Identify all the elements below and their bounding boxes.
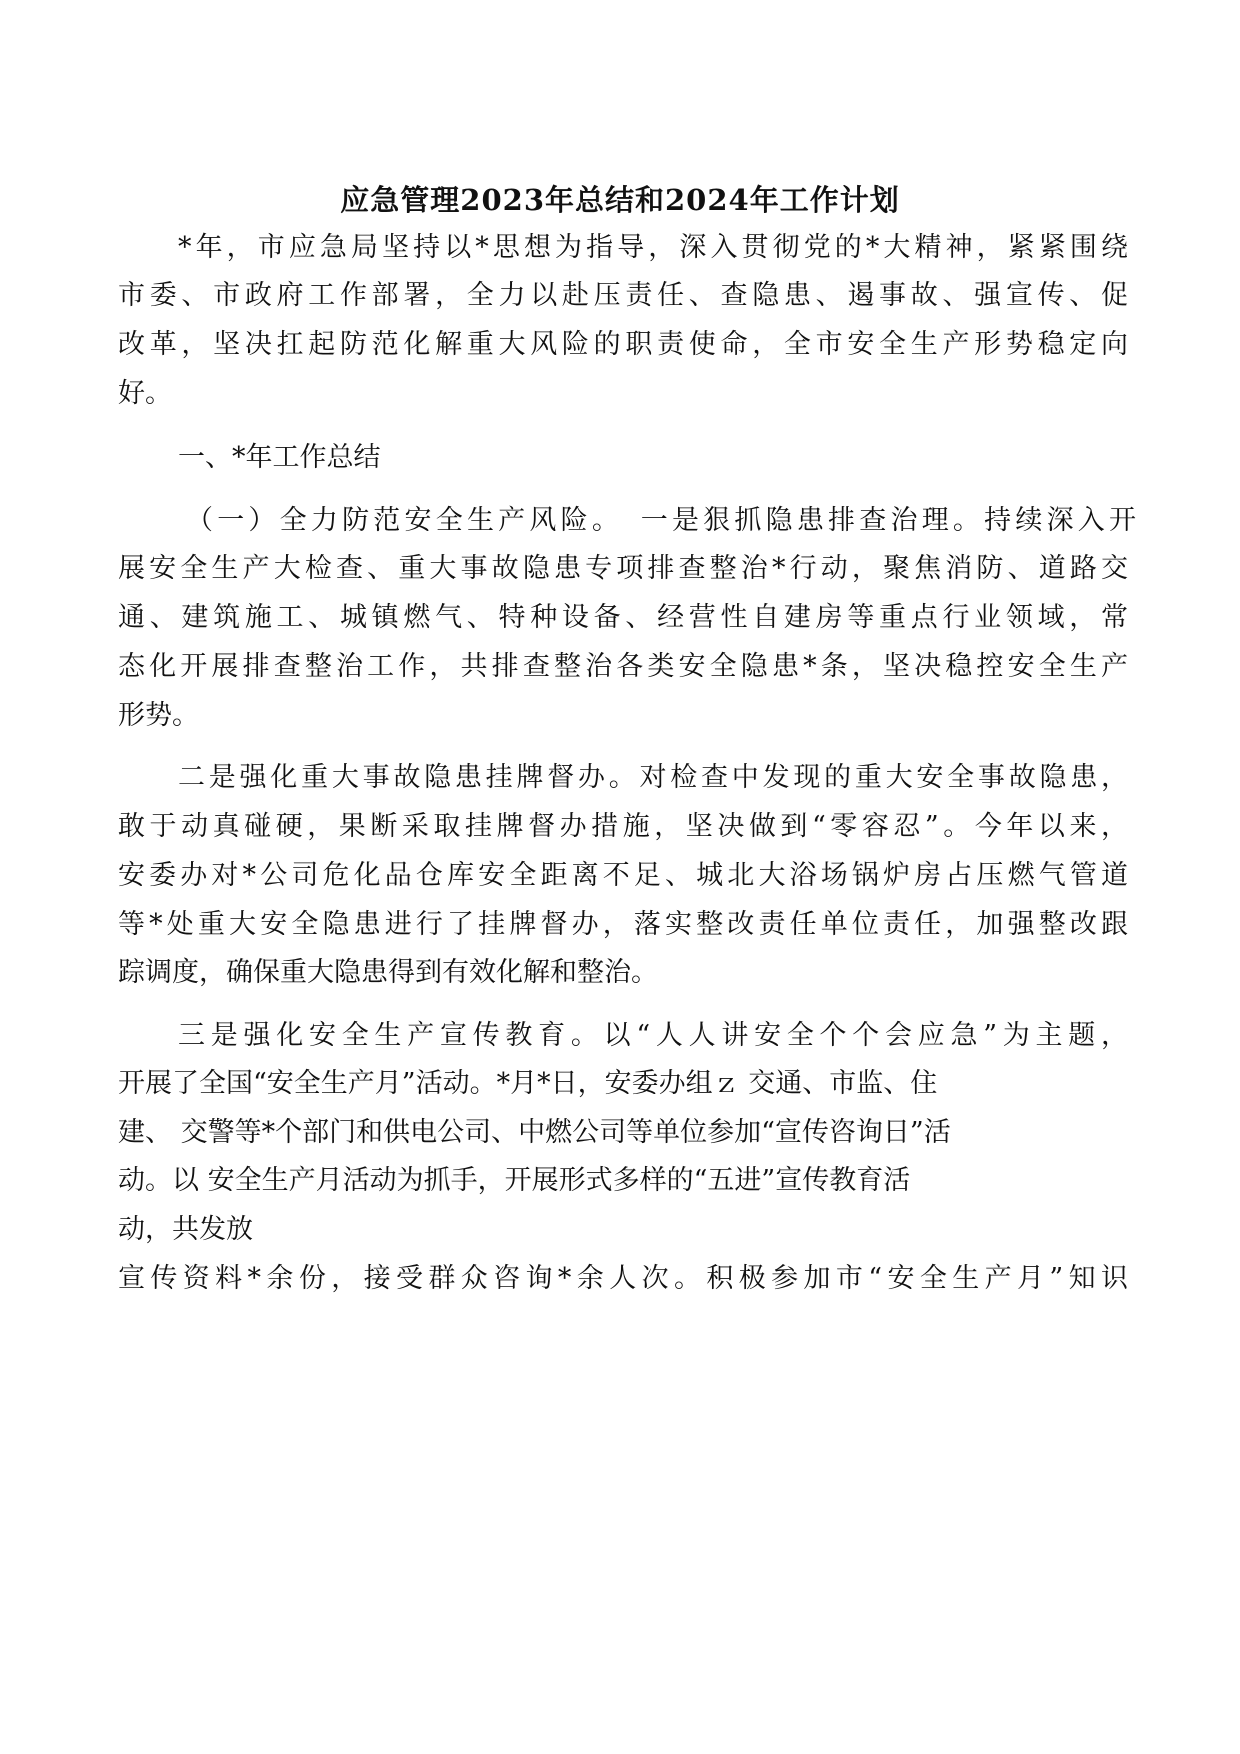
paragraph-line: 安委办对*公司危化品仓库安全距离不足、城北大浴场锅炉房占压燃气管道 xyxy=(118,860,1128,891)
paragraph-line: 市委、市政府工作部署，全力以赴压责任、查隐患、遏事故、强宣传、促 xyxy=(118,280,1128,311)
paragraph-line: 好。 xyxy=(118,378,172,409)
paragraph-line: 动，共发放 xyxy=(118,1214,253,1245)
paragraph-line: 展安全生产大检查、重大事故隐患专项排查整治*行动，聚焦消防、道路交 xyxy=(118,553,1128,584)
paragraph-line: *年，市应急局坚持以*思想为指导，深入贯彻党的*大精神，紧紧围绕 xyxy=(178,232,1128,263)
paragraph-line: 敢于动真碰硬，果断采取挂牌督办措施，坚决做到“零容忍”。今年以来， xyxy=(118,811,1128,842)
paragraph-line: 通、建筑施工、城镇燃气、特种设备、经营性自建房等重点行业领域，常 xyxy=(118,602,1128,633)
paragraph-line: 等*处重大安全隐患进行了挂牌督办，落实整改责任单位责任，加强整改跟 xyxy=(118,909,1128,940)
paragraph-line: 宣传资料*余份，接受群众咨询*余人次。积极参加市“安全生产月”知识 xyxy=(118,1263,1128,1294)
section-heading: 一、*年工作总结 xyxy=(178,442,381,473)
paragraph-line: 改革，坚决扛起防范化解重大风险的职责使命，全市安全生产形势稳定向 xyxy=(118,329,1128,360)
paragraph-line: 动。以 安全生产月活动为抓手，开展形式多样的“五进”宣传教育活 xyxy=(118,1165,911,1196)
paragraph-line: （一）全力防范安全生产风险。 一是狠抓隐患排查治理。持续深入开 xyxy=(186,505,1136,536)
paragraph-line: 建、 交警等*个部门和供电公司、中燃公司等单位参加“宣传咨询日”活 xyxy=(118,1117,951,1148)
paragraph-line: 二是强化重大事故隐患挂牌督办。对检查中发现的重大安全事故隐患， xyxy=(178,762,1128,793)
document-title: 应急管理2023年总结和2024年工作计划 xyxy=(340,183,900,217)
paragraph-line: 开展了全国“安全生产月”活动。*月*日，安委办组ｚ 交通、市监、住 xyxy=(118,1068,938,1099)
paragraph-line: 踪调度，确保重大隐患得到有效化解和整治。 xyxy=(118,957,658,988)
paragraph-line: 态化开展排查整治工作，共排查整治各类安全隐患*条，坚决稳控安全生产 xyxy=(118,651,1128,682)
paragraph-line: 形势。 xyxy=(118,700,199,731)
paragraph-line: 三是强化安全生产宣传教育。以“人人讲安全个个会应急”为主题， xyxy=(178,1020,1128,1051)
